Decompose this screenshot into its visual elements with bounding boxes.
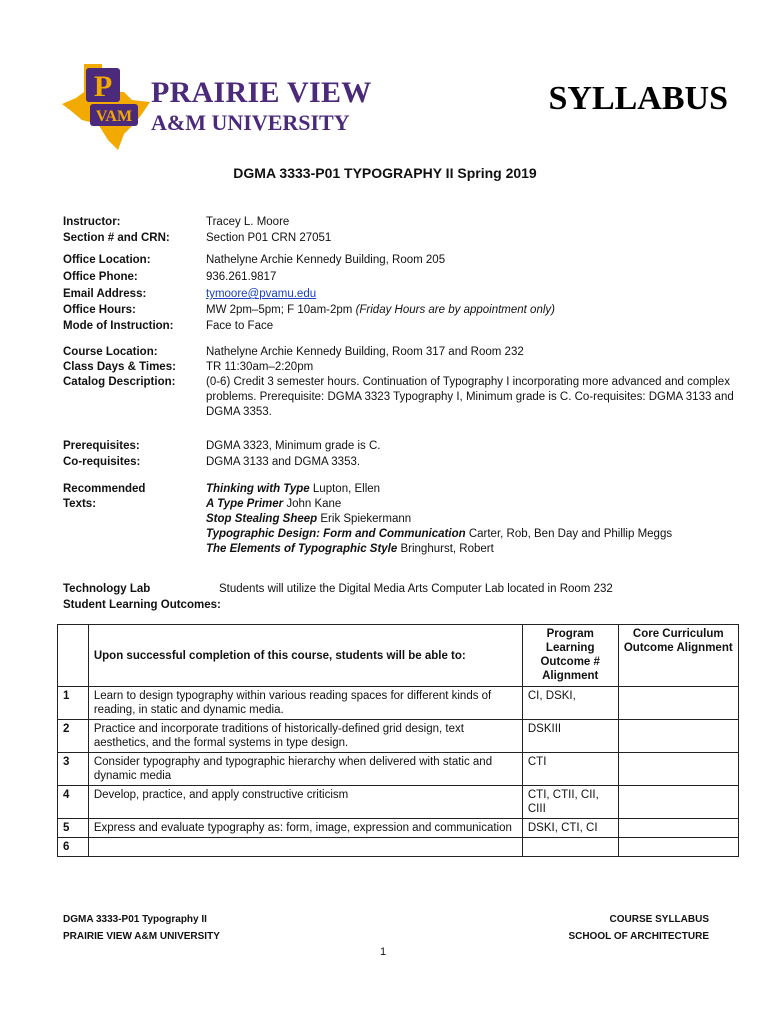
table-row xyxy=(58,819,739,838)
texts-label-line1: Recommended xyxy=(63,483,146,495)
header-cc-cell: Core Curriculum Outcome Alignment xyxy=(618,625,738,687)
text-title: Thinking with Type xyxy=(206,483,310,495)
row-num: 6 xyxy=(58,838,89,857)
email-link[interactable]: tymoore@pvamu.edu xyxy=(206,288,317,300)
instructor-label: Instructor: xyxy=(63,216,121,228)
tech-lab-label: Technology Lab xyxy=(63,583,151,595)
svg-text:P: P xyxy=(93,70,113,103)
outcomes-table xyxy=(57,624,739,857)
row-desc: Consider typography and typographic hierarchy when delivered with static and dynamic media xyxy=(88,753,522,786)
office-hours-times: MW 2pm–5pm; F 10am-2pm xyxy=(206,304,353,316)
text-author: Carter, Rob, Ben Day and Phillip Meggs xyxy=(465,528,673,540)
header-desc-text: Upon successful completion of this course, students will be able to: xyxy=(93,649,466,662)
text-author: Erik Spiekermann xyxy=(317,513,412,525)
section-value: Section P01 CRN 27051 xyxy=(206,232,332,244)
row-cc xyxy=(618,819,738,838)
table-row xyxy=(58,786,739,819)
text-author: John Kane xyxy=(283,498,342,510)
slo-label: Student Learning Outcomes: xyxy=(63,599,221,611)
catalog-label: Catalog Description: xyxy=(63,376,176,388)
text-author: Bringhurst, Robert xyxy=(397,543,494,555)
texts-label-line2: Texts: xyxy=(63,498,97,510)
row-cc xyxy=(618,687,738,720)
mode-value: Face to Face xyxy=(206,320,274,332)
row-num: 3 xyxy=(58,753,89,786)
table-row xyxy=(58,687,739,720)
office-hours-label: Office Hours: xyxy=(63,304,136,316)
row-cc xyxy=(618,753,738,786)
row-plo: DSKIII xyxy=(522,720,618,753)
row-plo xyxy=(522,838,618,857)
pvamu-shield-icon xyxy=(62,62,152,152)
class-days-value: TR 11:30am–2:20pm xyxy=(206,361,314,373)
footer-course: DGMA 3333-P01 Typography II xyxy=(63,914,207,925)
text-title: The Elements of Typographic Style xyxy=(206,543,398,555)
course-title: DGMA 3333-P01 TYPOGRAPHY II Spring 2019 xyxy=(233,165,537,181)
row-num: 2 xyxy=(58,720,89,753)
header-num-cell xyxy=(58,625,89,687)
row-num: 1 xyxy=(58,687,89,720)
text-item xyxy=(206,483,380,495)
office-location-value: Nathelyne Archie Kennedy Building, Room 205 xyxy=(206,254,446,266)
text-title: A Type Primer xyxy=(206,498,284,510)
row-cc xyxy=(618,838,738,857)
row-plo: CTI xyxy=(522,753,618,786)
row-num: 4 xyxy=(58,786,89,819)
course-location-value: Nathelyne Archie Kennedy Building, Room 317 and Room 232 xyxy=(206,346,524,358)
mode-label: Mode of Instruction: xyxy=(63,320,174,332)
row-cc xyxy=(618,786,738,819)
coreq-label: Co-requisites: xyxy=(63,456,141,468)
office-phone-value: 936.261.9817 xyxy=(206,271,277,283)
logo-name-line2: A&M UNIVERSITY xyxy=(151,110,350,135)
office-hours-value xyxy=(206,304,555,316)
document-type-heading: SYLLABUS xyxy=(548,80,728,117)
office-location-label: Office Location: xyxy=(63,254,151,266)
row-desc: Practice and incorporate traditions of historically-defined grid design, text aesthetics, and the formal systems in type design. xyxy=(88,720,522,753)
prereq-value: DGMA 3323, Minimum grade is C. xyxy=(206,440,381,452)
class-days-label: Class Days & Times: xyxy=(63,361,176,373)
row-plo: CI, DSKI, xyxy=(522,687,618,720)
table-row xyxy=(58,720,739,753)
text-item xyxy=(206,543,494,555)
row-desc: Express and evaluate typography as: form, image, expression and communication xyxy=(88,819,522,838)
office-hours-note: (Friday Hours are by appointment only) xyxy=(355,304,555,316)
table-header-row xyxy=(58,625,739,687)
footer-doc-type: COURSE SYLLABUS xyxy=(609,914,709,925)
text-title: Typographic Design: Form and Communication xyxy=(206,528,466,540)
header-desc-cell xyxy=(88,625,522,687)
text-item xyxy=(206,528,672,540)
row-cc xyxy=(618,720,738,753)
university-logo xyxy=(62,62,372,152)
catalog-value: (0-6) Credit 3 semester hours. Continuation of Typography I incorporating more advanced and complex problems. Prerequisite: DGMA 3323 Typography I, Minimum grade is C. Co-requisites: DGMA 3133 and DGMA 3353. xyxy=(206,376,734,418)
row-desc xyxy=(88,838,522,857)
row-desc: Develop, practice, and apply constructive criticism xyxy=(88,786,522,819)
footer-university: PRAIRIE VIEW A&M UNIVERSITY xyxy=(63,931,220,942)
section-label: Section # and CRN: xyxy=(63,232,170,244)
svg-text:VAM: VAM xyxy=(95,108,133,125)
row-plo: DSKI, CTI, CI xyxy=(522,819,618,838)
coreq-value: DGMA 3133 and DGMA 3353. xyxy=(206,456,361,468)
text-item xyxy=(206,513,411,525)
text-author: Lupton, Ellen xyxy=(309,483,381,495)
course-location-label: Course Location: xyxy=(63,346,158,358)
page-number: 1 xyxy=(380,946,387,958)
header-plo-cell: Program Learning Outcome # Alignment xyxy=(522,625,618,687)
row-num: 5 xyxy=(58,819,89,838)
logo-name-line1: PRAIRIE VIEW xyxy=(151,76,372,109)
prereq-label: Prerequisites: xyxy=(63,440,140,452)
text-item xyxy=(206,498,341,510)
text-title: Stop Stealing Sheep xyxy=(206,513,318,525)
tech-lab-value: Students will utilize the Digital Media Arts Computer Lab located in Room 232 xyxy=(219,583,613,595)
instructor-value: Tracey L. Moore xyxy=(206,216,290,228)
row-plo: CTI, CTII, CII, CIII xyxy=(522,786,618,819)
row-desc: Learn to design typography within various reading spaces for different kinds of reading, in static and dynamic media. xyxy=(88,687,522,720)
office-phone-label: Office Phone: xyxy=(63,271,138,283)
table-row xyxy=(58,838,739,857)
email-label: Email Address: xyxy=(63,288,147,300)
table-row xyxy=(58,753,739,786)
footer-school: SCHOOL OF ARCHITECTURE xyxy=(568,931,709,942)
